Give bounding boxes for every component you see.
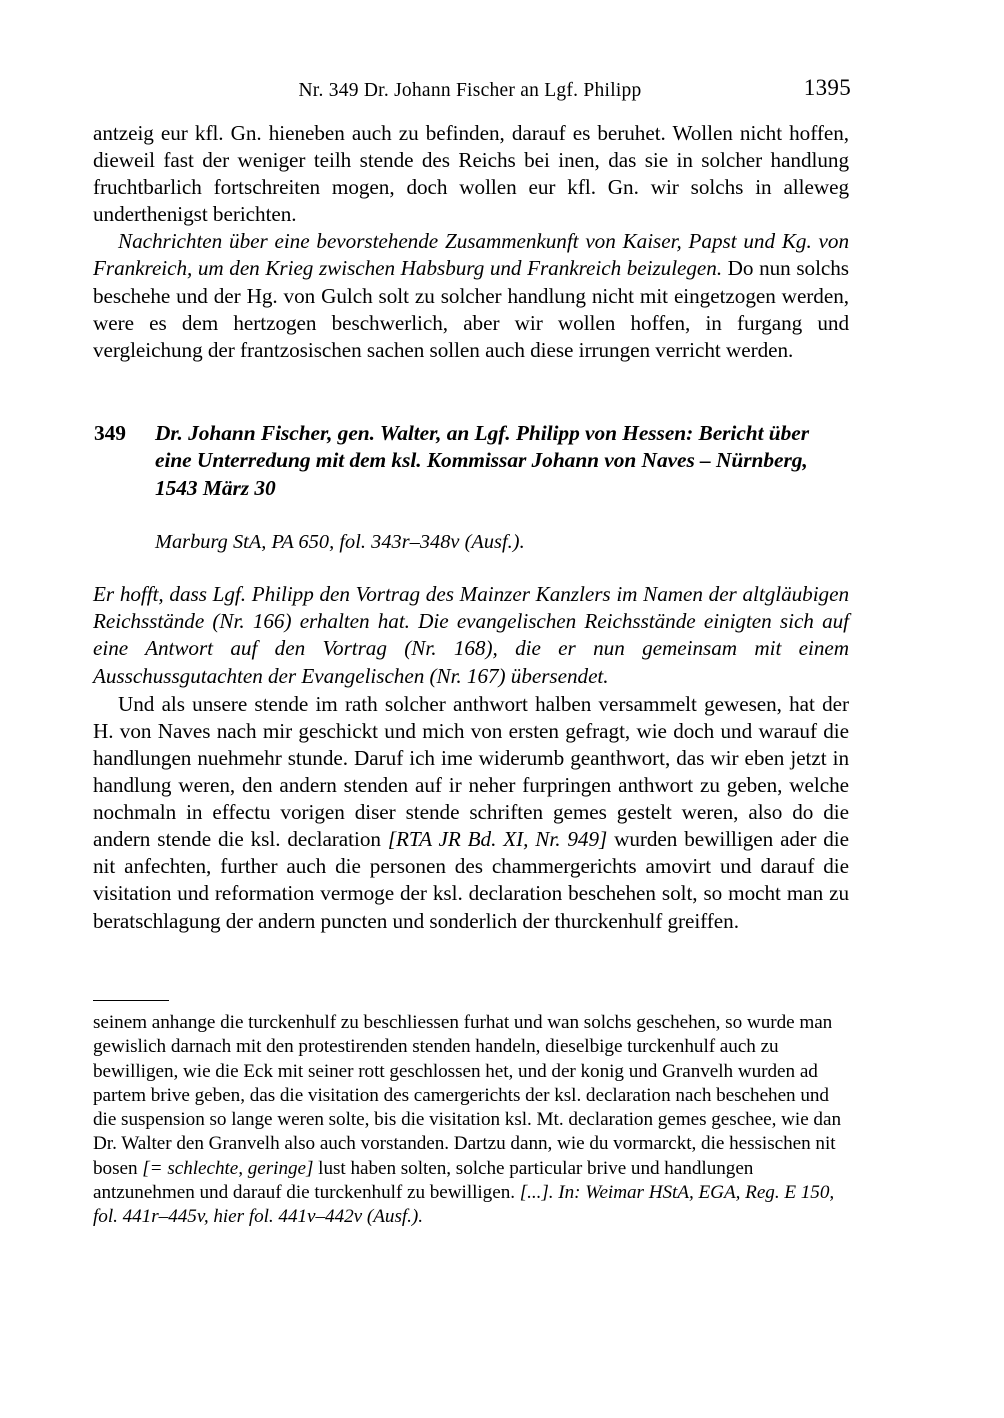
footnote-text [93,1011,849,1230]
text-column [93,120,849,935]
footnote-separator-rule [93,1000,169,1001]
continued-paragraph-1: antzeig eur kfl. Gn. hieneben auch zu befinden, darauf es beruhet. Wollen nicht hoffen, dieweil fast der weniger teilh stende des Reichs bei inen, das sie in solcher handlung fruchtbarlich fortschreiten mogen, doch wollen eur kfl. Gn. wir solchs in alleweg underthenigst berichten. [93,121,849,227]
footnote-part-2: lust haben solten, solche particular brive und handlungen antzunehmen und darauf die turckenhulf zu bewilligen. [93,1157,754,1204]
running-header-title: Nr. 349 Dr. Johann Fischer an Lgf. Philipp [298,80,642,101]
continued-paragraph-2-body: Do nun solchs beschehe und der Hg. von Gulch solt zu solcher handlung nicht mit eingetzogen werden, were es dem hertzogen beschwerlich, aber wir wollen hoffen, in furgang und vergleichung der frantzosischen sachen sollen auch diese irrungen verricht werden. [93,256,849,362]
footnote-zone [93,1000,849,1230]
continued-regest-italic: Nachrichten über eine bevorstehende Zusammenkunft von Kaiser, Papst und Kg. von Frankreich, um den Krieg zwischen Habsburg und Frankreich beizulegen. [93,229,849,281]
document-number: 349 [94,420,126,445]
document-body-part-1: Und als unsere stende im rath solcher anthwort halben versammelt gewesen, hat der H. von Naves nach mir geschickt und mich von ersten gefragt, wie doch und warauf die handlungen nuehmehr stunde. Daruf ich ime widerumb geanthwort, das wir eben jetzt in handlung weren, den andern stenden auf ir neher furpringen anthwort zu geben, welche nochmaln in effectu vorigen diser stende schriften gemes gestelt weren, also do die andern stende die ksl. declaration [93,691,849,852]
footnote-part-1: seinem anhange die turckenhulf zu beschliessen furhat und wan solchs geschehen, so wurde man gewislich darnach mit den protestirenden stenden handeln, dieselbige turckenhulf auch zu bewilligen, wie die Eck mit seiner rott geschlossen het, und der konig und Granvelh wurden ad partem brive geben, das die visitation des camergerichts der ksl. declaration nach beschehen und die suspension so lange weren solte, bis die visitation ksl. Mt. declaration gemes geschee, wie dan Dr. Walter den Granvelh also auch vorstanden. Dartzu dann, wie du vormarckt, die hessischen nit bosen [93,1012,841,1179]
document-body-citation: [RTA JR Bd. XI, Nr. 949] [387,827,608,852]
document-heading-text: Dr. Johann Fischer, gen. Walter, an Lgf. Philipp von Hessen: Bericht über eine Unterredung mit dem ksl. Kommissar Johann von Naves – Nürnberg, 1543 März 30 [155,420,810,501]
document-body [93,691,849,935]
document-regest: Er hofft, dass Lgf. Philipp den Vortrag des Mainzer Kanzlers im Namen der altgläubigen Reichsstände (Nr. 166) erhalten hat. Die evangelischen Reichsstände einigten sich auf eine Antwort auf den Vortrag (Nr. 168), die er nun gemeinsam mit einem Ausschussgutachten der Evangelischen (Nr. 167) übersendet. [93,581,849,688]
archival-source-line: Marburg StA, PA 650, fol. 343r–348v (Ausf.). [155,530,525,553]
continued-paragraph-2 [93,228,849,363]
footnote-archival-note: [...]. In: Weimar HStA, EGA, Reg. E 150, fol. 441r–445v, hier fol. 441v–442v (Ausf.). [93,1182,835,1228]
document-heading [93,420,849,503]
footnote-gloss: [= schlechte, geringe] [142,1157,314,1179]
document-body-part-2: wurden bewilligen ader die nit anfechten, further auch die personen des chammergerichts amovirt und darauf die visitation und reformation vermoge der ksl. declaration beschehen solt, so mocht man zu beratschlagung der andern puncten und sonderlich der thurckenhulf greiffen. [93,827,849,933]
page-number: 1395 [803,75,851,100]
running-header [93,75,851,104]
